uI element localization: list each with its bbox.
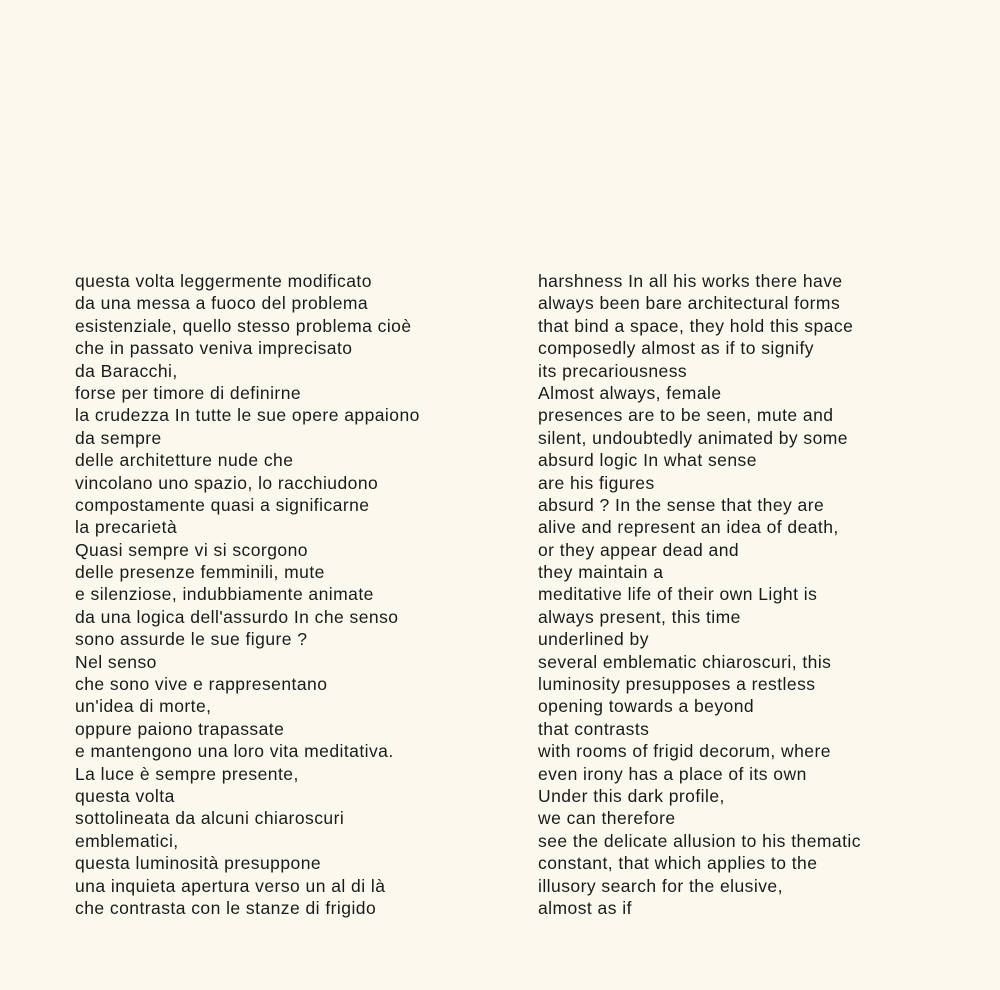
text-line: luminosity presupposes a restless [538, 674, 816, 695]
text-line: da una messa a fuoco del problema [75, 293, 369, 314]
text-line: alive and represent an idea of death, [538, 517, 839, 538]
text-line: Almost always, female [538, 382, 722, 403]
text-line: Under this dark profile, [538, 785, 725, 806]
text-line: absurd ? In the sense that they are [538, 494, 825, 515]
text-line: underlined by [538, 629, 649, 650]
text-line: illusory search for the elusive, [538, 875, 783, 896]
text-line: che sono vive e rappresentano [75, 674, 328, 695]
text-line: e mantengono una loro vita meditativa. [75, 741, 394, 762]
text-line: sono assurde le sue figure ? [75, 629, 308, 650]
text-line: che in passato veniva imprecisato [75, 338, 353, 359]
text-line: opening towards a beyond [538, 696, 755, 717]
english-text-column [538, 270, 978, 919]
text-line: la crudezza In tutte le sue opere appaiono [75, 405, 420, 426]
text-line: always been bare architectural forms [538, 293, 841, 314]
text-line: da sempre [75, 427, 162, 448]
text-line: see the delicate allusion to his thematic [538, 830, 861, 851]
text-line: harshness In all his works there have [538, 271, 843, 291]
text-line: La luce è sempre presente, [75, 763, 299, 784]
text-line: they maintain a [538, 562, 664, 583]
text-line: questa luminosità presuppone [75, 853, 322, 874]
text-line: we can therefore [538, 808, 676, 829]
text-line: that bind a space, they hold this space [538, 315, 854, 336]
text-line: e silenziose, indubbiamente animate [75, 584, 374, 605]
text-line: che contrasta con le stanze di frigido [75, 897, 377, 918]
text-line: several emblematic chiaroscuri, this [538, 651, 832, 672]
text-line: delle architetture nude che [75, 450, 294, 471]
text-line: with rooms of frigid decorum, where [538, 741, 831, 762]
text-line: Quasi sempre vi si scorgono [75, 539, 308, 560]
text-line: oppure paiono trapassate [75, 718, 285, 739]
text-line: are his figures [538, 472, 655, 493]
text-line: its precariousness [538, 360, 688, 381]
text-line: compostamente quasi a significarne [75, 494, 370, 515]
text-line: silent, undoubtedly animated by some [538, 427, 848, 448]
italian-text-column [75, 270, 515, 919]
text-line: almost as if [538, 897, 632, 918]
text-line: Nel senso [75, 651, 157, 672]
text-line: la precarietà [75, 517, 178, 538]
text-line: that contrasts [538, 718, 650, 739]
text-line: delle presenze femminili, mute [75, 562, 325, 583]
text-line: meditative life of their own Light is [538, 584, 818, 605]
text-line: questa volta [75, 785, 175, 806]
text-line: composedly almost as if to signify [538, 338, 814, 359]
text-line: always present, this time [538, 606, 741, 627]
text-line: absurd logic In what sense [538, 450, 757, 471]
text-line: even irony has a place of its own [538, 763, 807, 784]
text-line: una inquieta apertura verso un al di là [75, 875, 386, 896]
text-line: un'idea di morte, [75, 696, 212, 717]
text-line: presences are to be seen, mute and [538, 405, 834, 426]
text-line: vincolano uno spazio, lo racchiudono [75, 472, 379, 493]
text-line: forse per timore di definirne [75, 382, 302, 403]
text-line: emblematici, [75, 830, 179, 851]
text-line: constant, that which applies to the [538, 853, 818, 874]
text-line: da Baracchi, [75, 360, 178, 381]
text-line: da una logica dell'assurdo In che senso [75, 606, 399, 627]
text-line: esistenziale, quello stesso problema cioè [75, 315, 412, 336]
text-line: sottolineata da alcuni chiaroscuri [75, 808, 345, 829]
text-line: questa volta leggermente modificato [75, 271, 372, 291]
text-line: or they appear dead and [538, 539, 740, 560]
